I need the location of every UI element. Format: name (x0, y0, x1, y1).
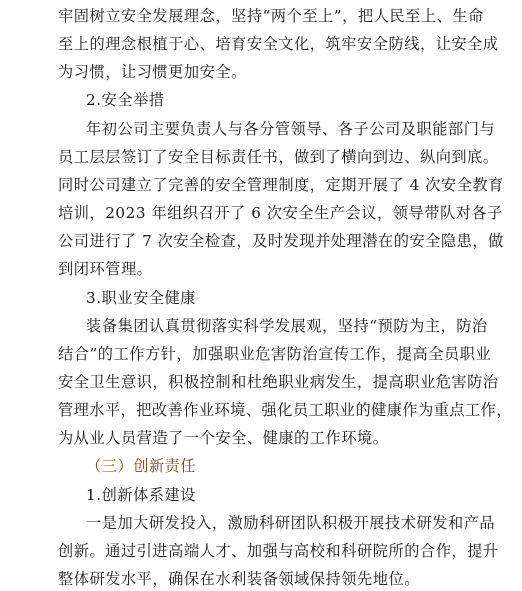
paragraph-line: 创新。通过引进高端人才、加强与高校和科研院所的合作，提升 (58, 541, 499, 560)
paragraph-line: 为习惯，让习惯更加安全。 (58, 63, 247, 82)
paragraph-line: 至上的理念根植于心、培育安全文化，筑牢安全防线，让安全成 (58, 35, 499, 54)
section-heading: （三）创新责任 (86, 457, 197, 476)
paragraph-line: 管理水平，把改善作业环境、强化员工职业的健康作为重点工作， (58, 401, 512, 420)
paragraph-line: 年初公司主要负责人与各分管领导、各子公司及职能部门与 (86, 119, 496, 138)
paragraph-line: 结合”的工作方针，加强职业危害防治宣传工作，提高全员职业 (58, 344, 492, 363)
paragraph-line: 整体研发水平，确保在水利装备领域保持领先地位。 (58, 570, 420, 588)
subsection-heading: 2.安全举措 (86, 91, 165, 110)
paragraph-line: 公司进行了 7 次安全检查，及时发现并处理潜在的安全隐患，做 (58, 232, 504, 251)
paragraph-line: 培训，2023 年组织召开了 6 次安全生产会议，领导带队对各子 (58, 204, 503, 222)
paragraph-line: 牢固树立安全发展理念，坚持“两个至上”，把人民至上、生命 (58, 7, 484, 25)
paragraph-line: 安全卫生意识，积极控制和杜绝职业病发生，提高职业危害防治 (58, 372, 499, 391)
paragraph-line: 到闭环管理。 (58, 260, 153, 279)
paragraph-line: 为从业人员营造了一个安全、健康的工作环境。 (58, 429, 389, 448)
subsection-heading: 3.职业安全健康 (86, 288, 197, 307)
paragraph-line: 同时公司建立了完善的安全管理制度，定期开展了 4 次安全教育 (58, 175, 504, 194)
subsection-heading: 1.创新体系建设 (86, 485, 197, 504)
paragraph-line: 装备集团认真贯彻落实科学发展观，坚持“预防为主，防治 (86, 316, 488, 335)
paragraph-line: 一是加大研发投入，激励科研团队积极开展技术研发和产品 (86, 513, 496, 532)
paragraph-line: 员工层层签订了安全目标责任书，做到了横向到边、纵向到底。 (58, 147, 499, 166)
